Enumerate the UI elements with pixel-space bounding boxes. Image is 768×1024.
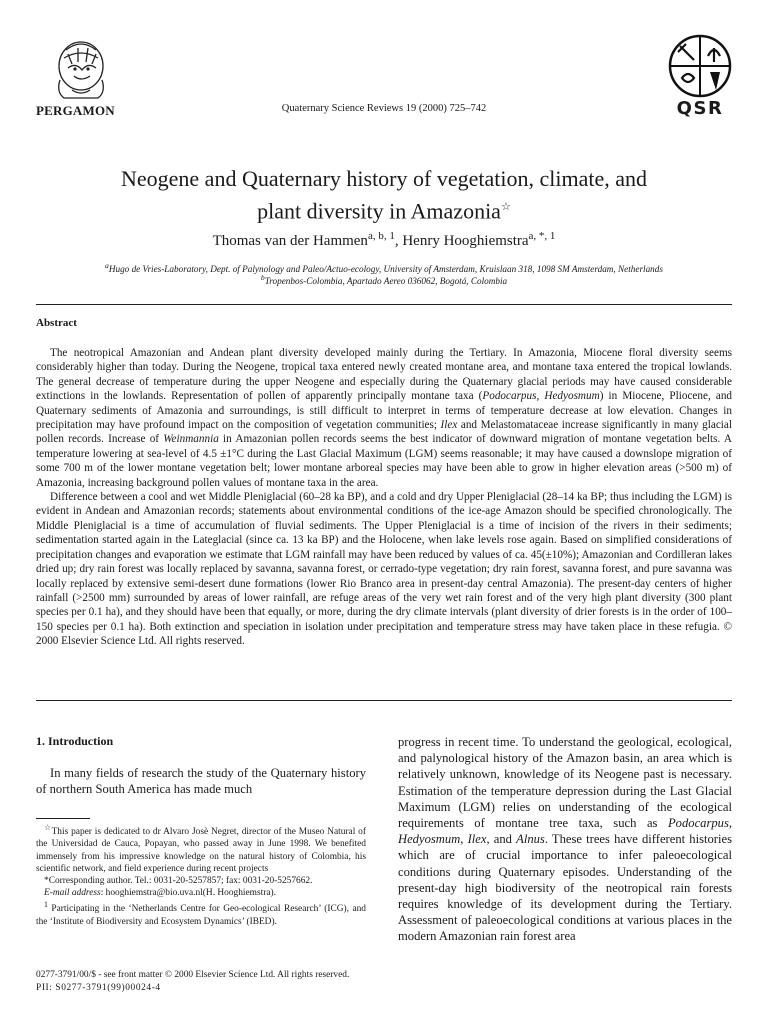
copyright-line: 0277-3791/00/$ - see front matter © 2000 Elsevier Science Ltd. All rights reserved.	[36, 970, 350, 980]
affiliation-mark: a	[105, 261, 109, 270]
abstract-heading: Abstract	[36, 317, 77, 329]
paper-title	[40, 165, 728, 225]
title-line-1: Neogene and Quaternary history of vegetation, climate, and	[121, 166, 647, 191]
body-text: . These trees have different histories which are of crucial importance to infer paleoecological conditions during Quaternary episodes. Understanding of the present-day high biodiversity of the neotropical rain forests requires knowledge of its development during the Tertiary. Assessment of paleoecological conditions at various places in the modern Amazonian rain forest area	[398, 832, 732, 944]
footnote-text: This paper is dedicated to dr Alvaro Josè Negret, director of the Museo Natural of the Universidad de Cauca, Popayan, who passed away in June 1998. We benefited immensely from his impressive knowledge on the natural history of Colombia, his scientific network, and field experience during recent projects	[36, 827, 366, 874]
abstract-paragraph-1	[36, 346, 732, 490]
taxon-name: Podocarpus, Hedyosmum, Ilex	[398, 816, 732, 847]
email-address: : hooghiemstra@bio.uva.nl(H. Hooghiemstra).	[100, 888, 276, 899]
abstract-text: The neotropical Amazonian and Andean plant diversity developed mainly during the Tertiary. In Amazonia, Miocene floral diversity seems considerably higher than today. During the Neogene, tropical taxa entered newly created montane area, and montane taxa entered the tropical lowlands. The general decrease of temperature during the upper Neogene and especially during the Quaternary glacial periods may have caused considerable extinctions in the lowlands. Representation of pollen of apparently principally montane taxa (	[36, 347, 732, 403]
footnote-participation	[36, 899, 366, 928]
author-separator: ,	[394, 233, 403, 249]
abstract-paragraph-2: Difference between a cool and wet Middle Pleniglacial (60–28 ka BP), and a cold and dry Upper Pleniglacial (28–14 ka BP; thus including the LGM) is evident in Andean and Amazonian records; statements about environmental conditions of the ice-age Amazon should be specified chronologically. The Middle Pleniglacial is a time of accumulation of fluvial sediments. The Upper Pleniglacial is a time of incision of the rivers in their sediments; sedimentation started again in the Lateglacial (since ca. 13 ka BP) and the Holocene, when lake levels rose again. Based on simplified considerations of precipitation changes and evaporation we estimate that LGM rainfall may have been reduced by values of ca. 45(±10%); Amazonian and Cordilleran lakes dried up; dry rain forest was locally replaced by savanna, savanna forest, or cerrado-type vegetation; dry rain forest, savanna forest, and pure savanna was locally replaced by extensive semi-desert dune formations (lower Rio Branco area in present-day central Amazonia). The present-day centers of higher rainfall (>2500 mm) surrounded by areas of lower rainfall, are refuge areas of the very wet rain forest and of the very high plant diversity (300 plant species per 0.1 ha), and they should have been that equally, or more, during the dry climate intervals (plant diversity of drier forests is in the order of 100–150 species per 0.1 ha). Both extinction and speciation in isolation under precipitation and temperature stress may have taken place in these refugia. © 2000 Elsevier Science Ltd. All rights reserved.	[36, 491, 732, 648]
footnote-email	[36, 887, 366, 899]
abstract-text: in Amazonian pollen records seems the best indicator of downward migration of montane vegetation belts. A temperature lowering at sea-level of 4.5 ±1°C during the Last Glacial Maximum (LGM) seems reasonable; it may have caused a downslope migration of some 700 m of the lower montane vegetation belt; lower montane arboreal species may have been able to grow in higher elevation areas (>500 m) of Amazonia, increasing background pollen values of montane taxa in the area.	[36, 433, 732, 489]
section-heading: 1. Introduction	[36, 734, 114, 748]
elsevier-tree-icon	[38, 36, 124, 106]
body-text: , and	[486, 832, 517, 847]
email-label: E-mail address	[44, 888, 101, 899]
footnote-divider	[36, 818, 90, 819]
affiliation-text: Hugo de Vries-Laboratory, Dept. of Palynology and Paleo/Actuo-ecology, University of Amsterdam, Kruislaan 318, 1098 SM Amsterdam, Netherlands	[108, 264, 663, 275]
author-affiliation-marks: a, *, 1	[528, 230, 556, 242]
title-footnote-star: ☆	[500, 201, 511, 213]
journal-reference: Quaternary Science Reviews 19 (2000) 725–742	[281, 103, 487, 114]
pii-line: PII: S0277-3791(99)00024-4	[36, 983, 161, 993]
affiliation-text: Tropenbos-Colombia, Apartado Aereo 036062, Bogotá, Colombia	[264, 276, 508, 287]
taxon-name: Ilex	[440, 419, 458, 432]
footnotes	[36, 822, 366, 928]
divider	[36, 700, 732, 701]
qsr-emblem-icon	[668, 34, 732, 98]
author-list	[40, 230, 728, 250]
abstract-text: and Melastomataceae increase significantly in many glacial pollen records. Increase of	[36, 419, 732, 446]
divider	[36, 304, 732, 305]
taxon-name: Weinmannia	[163, 433, 219, 446]
qsr-logo-text: QSR	[676, 98, 724, 119]
intro-paragraph-left: In many fields of research the study of the Quaternary history of northern South America has made much	[36, 766, 366, 797]
intro-paragraph-right	[398, 734, 732, 945]
footnote-corresponding: *Corresponding author. Tel.: 0031-20-5257857; fax: 0031-20-5257662.	[44, 875, 313, 886]
author-name: Thomas van der Hammen	[212, 233, 368, 249]
footnote-mark: ☆	[44, 823, 52, 832]
author-affiliation-marks: a, b, 1	[367, 230, 395, 242]
abstract-body	[36, 346, 732, 649]
publisher-name: PERGAMON	[36, 103, 115, 118]
footnote-dedication	[36, 822, 366, 875]
footnote-text: Participating in the ‘Netherlands Centre for Geo-ecological Research’ (ICG), and the ‘Institute of Biodiversity and Ecosystem Dynamics’ (IBED).	[36, 904, 366, 927]
abstract-text: ) in Miocene, Pliocene, and Quaternary sediments of Amazonia and surroundings, is still difficult to interpret in terms of temperature decrease at low elevation. Changes in precipitation may have profound impact on the composition of vegetation communities;	[36, 390, 733, 432]
taxon-name: Podocarpus, Hedyosmum	[482, 390, 600, 403]
body-text: progress in recent time. To understand the geological, ecological, and palynological history of the Amazon basin, an area which is relatively unknown, knowledge of its Neogene past is necessary. Estimation of the temperature depression during the Last Glacial Maximum (LGM) relies on understanding of the ecological requirements of montane tree taxa, such as	[398, 735, 732, 831]
title-line-2: plant diversity in Amazonia	[257, 198, 501, 224]
footnote-mark: 1	[44, 900, 48, 910]
affiliation-mark: b	[260, 273, 265, 282]
affiliation-b	[36, 273, 732, 286]
author-name: Henry Hooghiemstra	[402, 233, 529, 249]
taxon-name: Alnus	[516, 832, 545, 847]
